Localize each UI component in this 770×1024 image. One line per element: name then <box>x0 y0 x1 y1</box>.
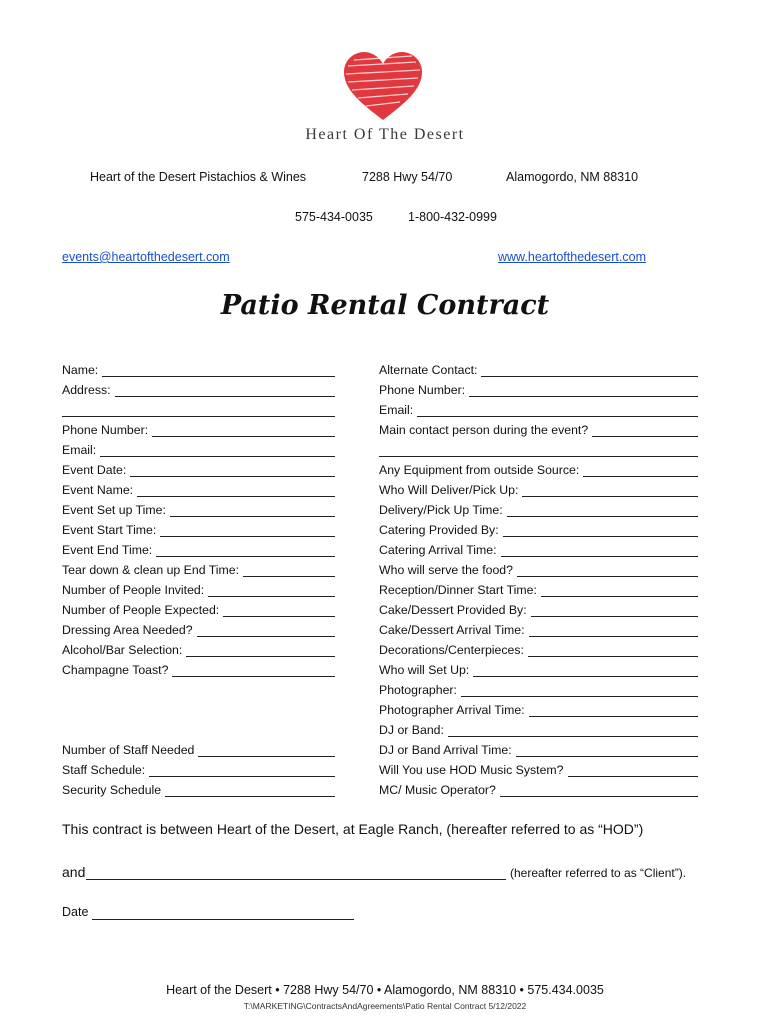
field-input-line[interactable] <box>592 424 698 437</box>
form-field-number-of-people-invited <box>62 581 335 597</box>
form-field-champagne-toast <box>62 661 335 677</box>
field-label: Champagne Toast? <box>62 663 169 677</box>
field-input-line[interactable] <box>516 744 698 757</box>
field-label: Photographer: <box>379 683 457 697</box>
field-label: Dressing Area Needed? <box>62 623 193 637</box>
form-field-dj-or-band <box>379 721 698 737</box>
field-input-line[interactable] <box>160 524 335 537</box>
field-input-line[interactable] <box>528 644 698 657</box>
field-label: Will You use HOD Music System? <box>379 763 564 777</box>
field-input-line[interactable] <box>469 384 698 397</box>
form-field-who-will-serve-the-food <box>379 561 698 577</box>
form-field-cake-dessert-arrival-time <box>379 621 698 637</box>
form-field-any-equipment-from-outside-source <box>379 461 698 477</box>
field-label: Name: <box>62 363 99 377</box>
form-field-blank-4 <box>379 441 698 457</box>
page-title: Patio Rental Contract <box>220 290 550 321</box>
field-label: Event Start Time: <box>62 523 157 537</box>
field-input-line[interactable] <box>501 544 698 557</box>
field-label: Address: <box>62 383 111 397</box>
form-field-catering-provided-by <box>379 521 698 537</box>
field-input-line[interactable] <box>541 584 698 597</box>
city-address: Alamogordo, NM 88310 <box>506 170 639 184</box>
field-label: Photographer Arrival Time: <box>379 703 525 717</box>
field-input-line[interactable] <box>130 464 335 477</box>
street-address: 7288 Hwy 54/70 <box>362 170 453 184</box>
field-label: Phone Number: <box>379 383 466 397</box>
form-field-decorations-centerpieces <box>379 641 698 657</box>
form-field-main-contact-person-during-the-event <box>379 421 698 437</box>
field-label: Catering Provided By: <box>379 523 499 537</box>
field-input-line[interactable] <box>529 624 698 637</box>
field-label: Cake/Dessert Provided By: <box>379 603 527 617</box>
form-field-security-schedule <box>62 781 335 797</box>
form-field-blank-2 <box>62 401 335 417</box>
contract-statement: This contract is between Heart of the Desert, at Eagle Ranch, (hereafter referred to as “HOD”) <box>62 821 644 837</box>
field-label: Number of Staff Needed <box>62 743 195 757</box>
field-label: Main contact person during the event? <box>379 423 589 437</box>
field-input-line[interactable] <box>165 784 335 797</box>
field-input-line[interactable] <box>208 584 335 597</box>
field-input-line[interactable] <box>152 424 335 437</box>
field-label: Decorations/Centerpieces: <box>379 643 524 657</box>
field-input-line[interactable] <box>156 544 335 557</box>
field-label: Event End Time: <box>62 543 153 557</box>
field-label: Staff Schedule: <box>62 763 146 777</box>
field-label: Email: <box>62 443 97 457</box>
form-field-event-start-time <box>62 521 335 537</box>
form-field-photographer <box>379 681 698 697</box>
footer-file-path: T:\MARKETING\ContractsAndAgreements\Patio Rental Contract 5/12/2022 <box>243 1001 527 1011</box>
email-link[interactable]: events@heartofthedesert.com <box>62 250 230 264</box>
field-input-line[interactable] <box>170 504 335 517</box>
field-input-line[interactable] <box>473 664 698 677</box>
field-label: Phone Number: <box>62 423 149 437</box>
phone-tollfree: 1-800-432-0999 <box>408 210 497 224</box>
field-input-line[interactable] <box>379 444 698 457</box>
field-input-line[interactable] <box>102 364 335 377</box>
field-label: Who Will Deliver/Pick Up: <box>379 483 519 497</box>
phone-primary: 575-434-0035 <box>295 210 373 224</box>
brand-name: Heart Of The Desert <box>305 126 465 143</box>
form-field-number-of-people-expected <box>62 601 335 617</box>
field-label: DJ or Band Arrival Time: <box>379 743 512 757</box>
and-label: and <box>62 864 86 880</box>
field-label: Any Equipment from outside Source: <box>379 463 580 477</box>
field-label: Email: <box>379 403 414 417</box>
field-label: Who will Set Up: <box>379 663 470 677</box>
business-name: Heart of the Desert Pistachios & Wines <box>90 170 307 184</box>
form-field-event-date <box>62 461 335 477</box>
field-input-line[interactable] <box>583 464 698 477</box>
field-input-line[interactable] <box>198 744 335 757</box>
field-input-line[interactable] <box>417 404 698 417</box>
field-input-line[interactable] <box>62 404 335 417</box>
field-input-line[interactable] <box>503 524 698 537</box>
form-field-catering-arrival-time <box>379 541 698 557</box>
field-input-line[interactable] <box>197 624 335 637</box>
field-input-line[interactable] <box>522 484 698 497</box>
form-field-address <box>62 381 335 397</box>
form-field-photographer-arrival-time <box>379 701 698 717</box>
field-label: Who will serve the food? <box>379 563 513 577</box>
field-input-line[interactable] <box>507 504 698 517</box>
field-label: DJ or Band: <box>379 723 444 737</box>
form-field-number-of-staff-needed <box>62 741 335 757</box>
field-input-line[interactable] <box>223 604 335 617</box>
form-field-email <box>379 401 698 417</box>
form-field-reception-dinner-start-time <box>379 581 698 597</box>
field-input-line[interactable] <box>568 764 698 777</box>
field-label: Event Name: <box>62 483 134 497</box>
field-input-line[interactable] <box>172 664 335 677</box>
footer-address: Heart of the Desert • 7288 Hwy 54/70 • Alamogordo, NM 88310 • 575.434.0035 <box>166 983 604 997</box>
field-label: Catering Arrival Time: <box>379 543 497 557</box>
field-input-line[interactable] <box>529 704 698 717</box>
field-input-line[interactable] <box>531 604 698 617</box>
form-field-event-name <box>62 481 335 497</box>
form-field-delivery-pick-up-time <box>379 501 698 517</box>
field-input-line[interactable] <box>137 484 335 497</box>
field-label: Tear down & clean up End Time: <box>62 563 240 577</box>
field-input-line[interactable] <box>243 564 335 577</box>
field-input-line[interactable] <box>500 784 698 797</box>
website-link[interactable]: www.heartofthedesert.com <box>498 250 646 264</box>
field-input-line[interactable] <box>149 764 335 777</box>
form-field-event-end-time <box>62 541 335 557</box>
field-label: MC/ Music Operator? <box>379 783 496 797</box>
date-label: Date <box>62 905 89 919</box>
form-field-staff-schedule <box>62 761 335 777</box>
form-field-dj-or-band-arrival-time <box>379 741 698 757</box>
form-field-event-set-up-time <box>62 501 335 517</box>
heart-logo-icon <box>342 52 424 122</box>
field-label: Delivery/Pick Up Time: <box>379 503 503 517</box>
field-label: Security Schedule <box>62 783 162 797</box>
field-label: Event Set up Time: <box>62 503 166 517</box>
field-input-line[interactable] <box>115 384 335 397</box>
field-label: Number of People Expected: <box>62 603 220 617</box>
form-field-name <box>62 361 335 377</box>
form-field-dressing-area-needed <box>62 621 335 637</box>
client-name-line[interactable] <box>86 878 506 880</box>
field-label: Alternate Contact: <box>379 363 478 377</box>
form-field-tear-down-clean-up-end-time <box>62 561 335 577</box>
field-input-line[interactable] <box>448 724 698 737</box>
field-label: Alcohol/Bar Selection: <box>62 643 183 657</box>
field-input-line[interactable] <box>461 684 698 697</box>
field-label: Cake/Dessert Arrival Time: <box>379 623 525 637</box>
field-input-line[interactable] <box>186 644 335 657</box>
field-input-line[interactable] <box>100 444 335 457</box>
form-field-phone-number <box>62 421 335 437</box>
field-input-line[interactable] <box>481 364 698 377</box>
field-input-line[interactable] <box>517 564 698 577</box>
form-field-alcohol-bar-selection <box>62 641 335 657</box>
form-field-phone-number <box>379 381 698 397</box>
form-field-email <box>62 441 335 457</box>
date-line[interactable] <box>92 918 354 920</box>
field-label: Reception/Dinner Start Time: <box>379 583 537 597</box>
form-field-who-will-deliver-pick-up <box>379 481 698 497</box>
form-field-mc-music-operator <box>379 781 698 797</box>
form-field-alternate-contact <box>379 361 698 377</box>
form-field-cake-dessert-provided-by <box>379 601 698 617</box>
client-note: (hereafter referred to as “Client”). <box>510 866 687 880</box>
field-label: Event Date: <box>62 463 127 477</box>
form-field-who-will-set-up <box>379 661 698 677</box>
field-label: Number of People Invited: <box>62 583 205 597</box>
form-field-will-you-use-hod-music-system <box>379 761 698 777</box>
